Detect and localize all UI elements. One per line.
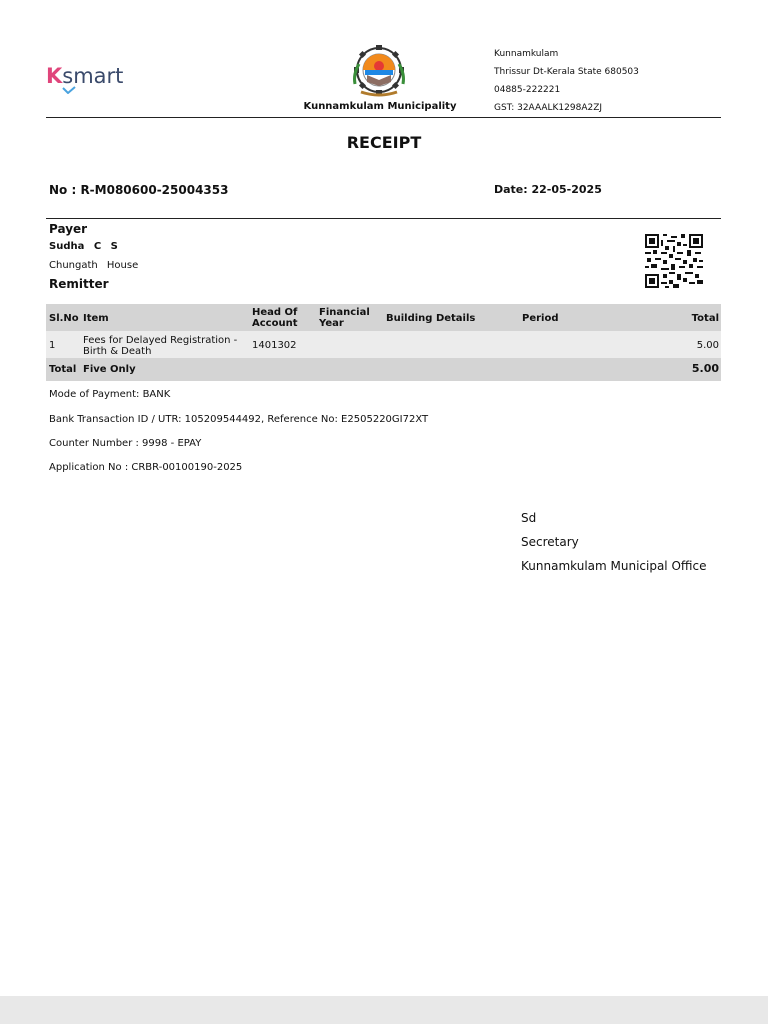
header-head-of-account: Head Of Account: [252, 307, 298, 329]
logo-word: smart: [62, 64, 124, 88]
row-item: Fees for Delayed Registration - Birth & Death: [83, 335, 238, 357]
payer-address: Chungath House: [49, 260, 139, 271]
municipality-name: Kunnamkulam Municipality: [303, 101, 457, 112]
receipt-number: No : R-M080600-25004353: [49, 183, 229, 197]
ksmart-logo: [46, 64, 136, 100]
row-head-of-account: 1401302: [252, 340, 297, 351]
address-line-2: Thrissur Dt-Kerala State 680503: [494, 67, 639, 77]
counter-number: Counter Number : 9998 - EPAY: [49, 438, 202, 449]
signature-sd: Sd: [521, 511, 537, 525]
address-line-1: Kunnamkulam: [494, 49, 559, 59]
header-slno: Sl.No: [49, 313, 79, 324]
header-divider: [46, 117, 721, 118]
signature-designation: Secretary: [521, 535, 579, 549]
phone-number: 04885-222221: [494, 85, 561, 95]
viewer-footer-bar: [0, 996, 768, 1024]
section-divider: [46, 218, 721, 219]
header-total: Total: [691, 313, 719, 324]
gst-number: GST: 32AAALK1298A2ZJ: [494, 103, 603, 113]
header-period: Period: [522, 313, 559, 324]
header-item: Item: [83, 313, 109, 324]
table-row: [46, 331, 721, 358]
qr-code-icon: [645, 234, 703, 288]
municipality-emblem-icon: [349, 44, 409, 100]
check-icon: [62, 86, 76, 94]
payer-label: Payer: [49, 222, 88, 236]
payment-mode: Mode of Payment: BANK: [49, 389, 171, 400]
total-in-words: Five Only: [83, 364, 136, 375]
row-slno: 1: [49, 340, 56, 351]
application-number: Application No : CRBR-00100190-2025: [49, 462, 243, 473]
total-amount: 5.00: [691, 362, 719, 375]
receipt-date: Date: 22-05-2025: [494, 183, 602, 196]
row-total: 5.00: [696, 340, 719, 351]
total-label: Total: [49, 364, 77, 375]
remitter-label: Remitter: [49, 277, 109, 291]
payer-name: Sudha C S: [49, 241, 118, 252]
signature-office: Kunnamkulam Municipal Office: [521, 559, 707, 573]
header-building-details: Building Details: [386, 313, 476, 324]
receipt-title: RECEIPT: [346, 133, 422, 152]
table-header: [46, 304, 721, 331]
header-financial-year: Financial Year: [319, 307, 370, 329]
logo-letter-k: K: [46, 64, 63, 88]
bank-transaction: Bank Transaction ID / UTR: 105209544492, Reference No: E2505220GI72XT: [49, 414, 429, 425]
total-row: [46, 358, 721, 381]
